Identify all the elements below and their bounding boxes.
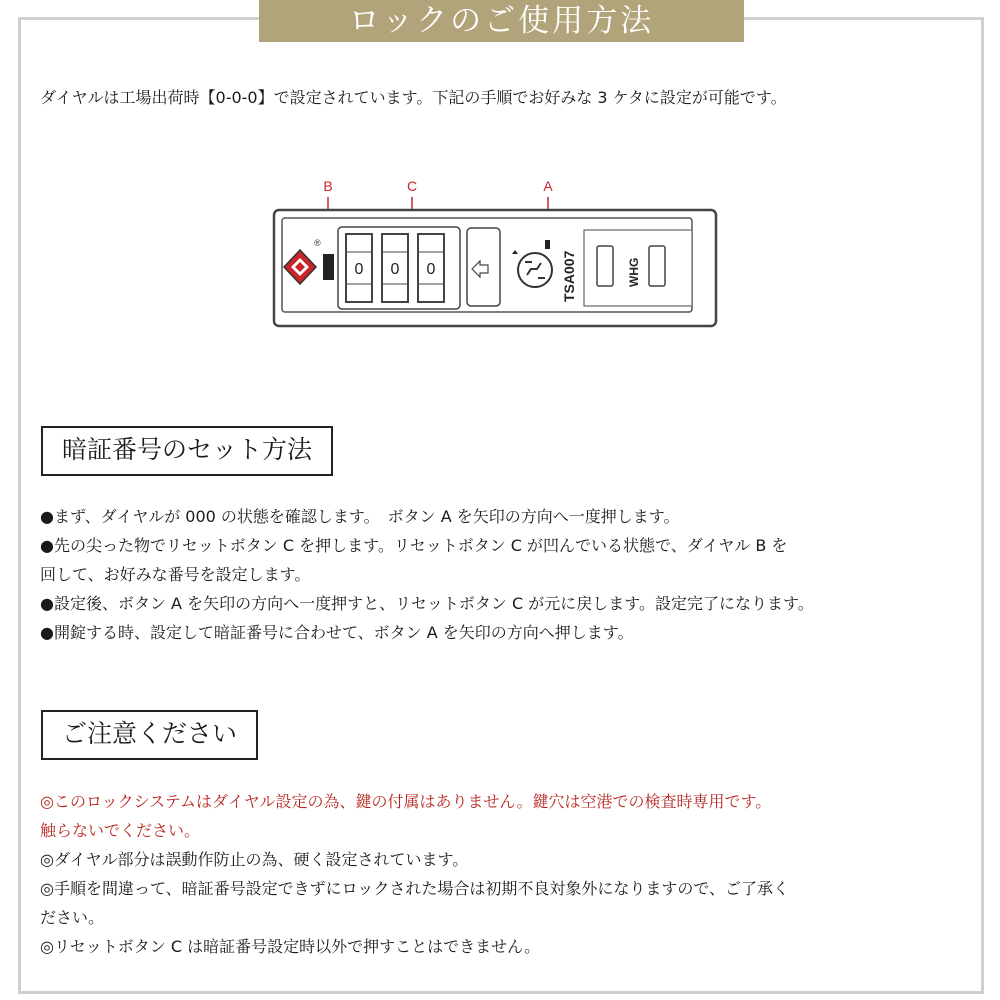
setup-line-4: ●設定後、ボタン A を矢印の方向へ一度押すと、リセットボタン C が元に戻します。設定完了になります。 [40, 594, 814, 613]
intro-text: ダイヤルは工場出荷時【0-0-0】で設定されています。下記の手順でお好みな 3 ケタに設定が可能です。 [40, 88, 787, 107]
caution-line-3: ださい。 [40, 908, 105, 927]
tsa-text: TSA007 [561, 250, 577, 302]
caution-red-line-2: 触らないでください。 [40, 821, 201, 840]
caution-list [40, 787, 975, 961]
caution-red-line-1: ◎このロックシステムはダイヤル設定の為、鍵の付属はありません。鍵穴は空港での検査時専用です。 [40, 792, 772, 811]
label-c: C [406, 178, 418, 194]
dial-digit-3: 0 [426, 261, 436, 278]
dial-digit-1: 0 [354, 261, 364, 278]
setup-line-5: ●開錠する時、設定して暗証番号に合わせて、ボタン A を矢印の方向へ押します。 [40, 623, 634, 642]
label-a: A [543, 178, 553, 194]
setup-line-3: 回して、お好みな番号を設定します。 [40, 565, 311, 584]
caution-line-2: ◎手順を間違って、暗証番号設定できずにロックされた場合は初期不良対象外になりますので、ご了承く [40, 879, 790, 898]
page-title-banner: ロックのご使用方法 [259, 0, 744, 42]
latch-left [597, 246, 613, 286]
registered-mark: ® [314, 238, 321, 248]
lock-diagram [262, 170, 732, 340]
setup-line-2: ●先の尖った物でリセットボタン C を押します。リセットボタン C が凹んでいる状態で、ダイヤル B を [40, 536, 788, 555]
caution-line-1: ◎ダイヤル部分は誤動作防止の為、硬く設定されています。 [40, 850, 469, 869]
reset-button-b [323, 254, 334, 280]
caution-heading: ご注意ください [41, 710, 258, 760]
caution-line-4: ◎リセットボタン C は暗証番号設定時以外で押すことはできません。 [40, 937, 541, 956]
setup-heading: 暗証番号のセット方法 [41, 426, 333, 476]
lock-illustration [262, 170, 732, 340]
brand-text: WHG [627, 257, 641, 287]
setup-line-1: ●まず、ダイヤルが 000 の状態を確認します。 ボタン A を矢印の方向へ一度押します。 [40, 507, 680, 526]
latch-right [649, 246, 665, 286]
label-b: B [323, 178, 333, 194]
dial-digit-2: 0 [390, 261, 400, 278]
setup-list [40, 502, 975, 647]
